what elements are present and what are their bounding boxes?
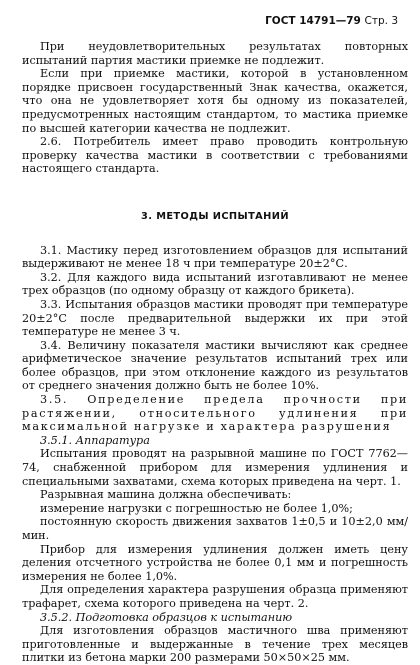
- subsection-heading: 3.5.1. Аппаратура: [40, 433, 150, 447]
- page-number: Стр. 3: [364, 15, 398, 27]
- paragraph: 3.3. Испытания образцов мастики проводят при температуре 20±2°С после предварительной выдержки их при этой температуре не менее 3 ч.: [22, 297, 408, 339]
- subsection-heading: 3.5. Определение предела прочности при растяжении, относительного удлинения при максимальной нагрузке и характера разрушения: [22, 393, 408, 434]
- paragraph: 3.1. Мастику перед изготовлением образцов для испытаний выдерживают не менее 18 ч при температуре 20±2°С.: [22, 243, 408, 271]
- paragraph: Разрывная машина должна обеспечивать:: [40, 488, 292, 502]
- section-title: 3. МЕТОДЫ ИСПЫТАНИЙ: [141, 210, 289, 222]
- paragraph: Для определения характера разрушения образца применяют трафарет, схема которого приведена на черт. 2.: [22, 583, 408, 610]
- document-body: [22, 40, 408, 665]
- standard-number: ГОСТ 14791—79: [265, 15, 361, 27]
- paragraph: Для изготовления образцов мастичного шва применяют приготовленные и выдержанные в течение трех месяцев плитки из бетона марки 200 размерами 50×50×25 мм.: [22, 624, 408, 665]
- subsection-heading: 3.5.2. Подготовка образцов к испытанию: [40, 610, 293, 624]
- paragraph: 3.4. Величину показателя мастики вычисляют как среднее арифметическое значение результатов испытаний трех или более образцов, при этом отклонение каждого из результатов от среднего значения должно быть не более 10%.: [22, 338, 408, 393]
- paragraph: Если при приемке мастики, которой в установленном порядке присвоен государственный Знак качества, окажется, что она не удовлетворяет хотя бы одному из показателей, предусмотренных настоящим стандартом, то мастика приемке по высшей категории качества не подлежит.: [22, 67, 408, 135]
- paragraph: Испытания проводят на разрывной машине по ГОСТ 7762—74, снабженной прибором для измерения удлинения и специальными захватами, схема которых приведена на черт. 1.: [22, 447, 408, 488]
- paragraph: 2.6. Потребитель имеет право проводить контрольную проверку качества мастики в соответствии с требованиями настоящего стандарта.: [22, 135, 408, 176]
- paragraph: Прибор для измерения удлинения должен иметь цену деления отсчетного устройства не более 0,1 мм и погрешность измерения не более 1,0%.: [22, 542, 408, 583]
- page-header: [265, 15, 398, 29]
- list-item: постоянную скорость движения захватов 1±0,5 и 10±2,0 мм/мин.: [22, 515, 408, 542]
- list-item: измерение нагрузки с погрешностью не более 1,0%;: [40, 501, 353, 515]
- paragraph: 3.2. Для каждого вида испытаний изготавливают не менее трех образцов (по одному образцу от каждого брикета).: [22, 270, 408, 298]
- paragraph: При неудовлетворительных результатах повторных испытаний партия мастики приемке не подлежит.: [22, 40, 408, 67]
